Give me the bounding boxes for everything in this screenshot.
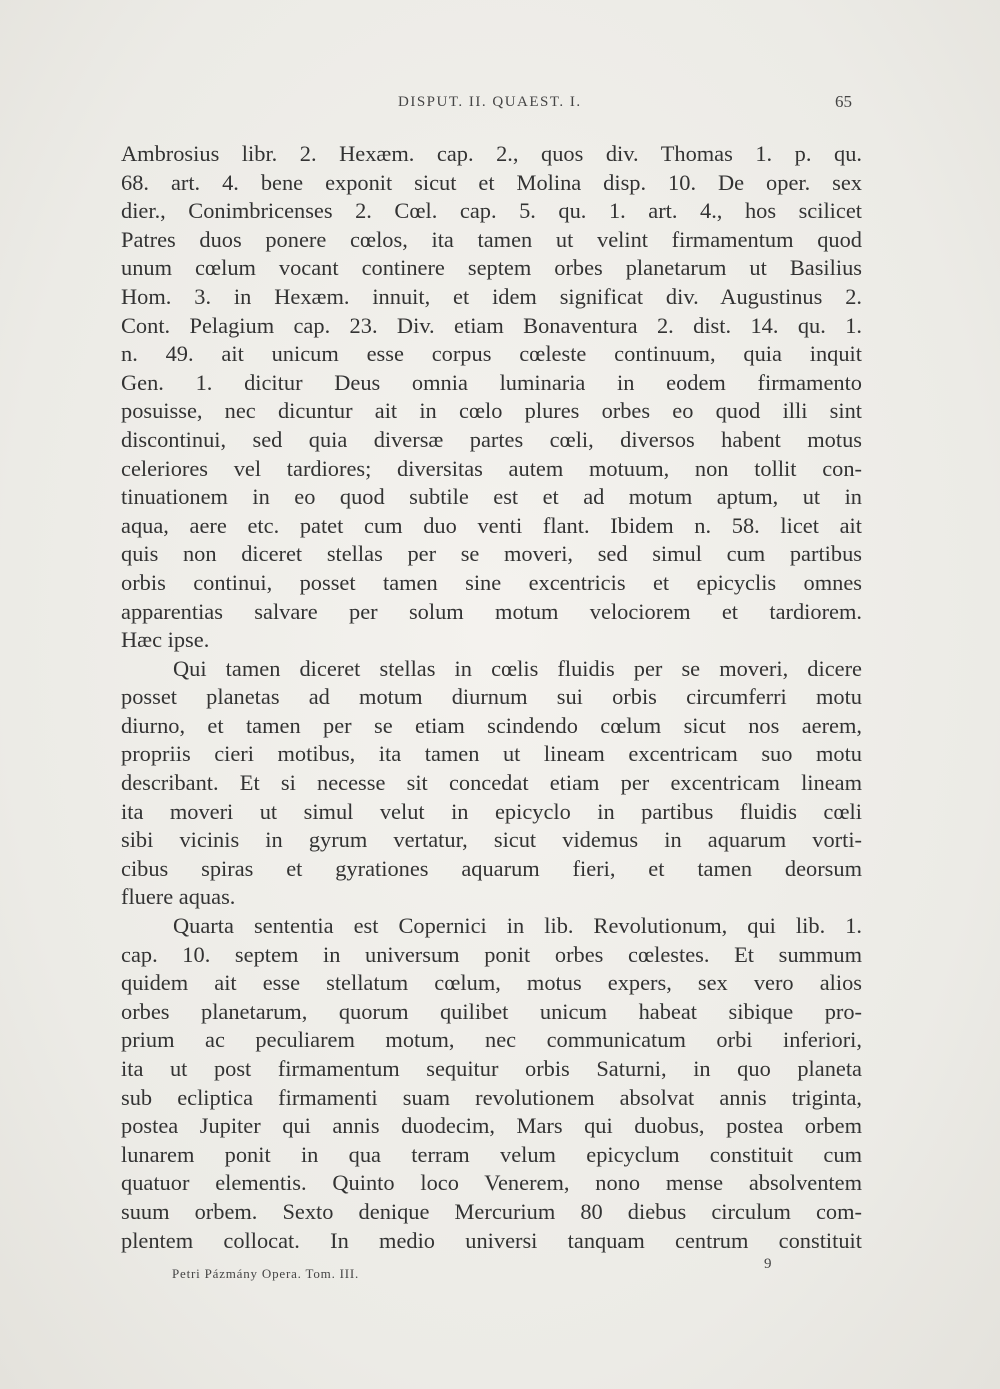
- text-line: propriis cieri motibus, ita tamen ut lineam excentricam suo motu: [121, 741, 862, 767]
- text-line: orbis continui, posset tamen sine excentricis et epicyclis omnes: [121, 569, 862, 595]
- page-header: [0, 92, 1000, 116]
- text-line: Ambrosius libr. 2. Hexæm. cap. 2., quos div. Thomas 1. p. qu.: [121, 141, 862, 166]
- text-line: postea Jupiter qui annis duodecim, Mars qui duobus, postea orbem: [121, 1113, 862, 1139]
- text-line: apparentias salvare per solum motum velociorem et tardiorem.: [121, 598, 862, 624]
- text-line: unum cœlum vocant continere septem orbes planetarum ut Basilius: [121, 255, 862, 281]
- text-line: n. 49. ait unicum esse corpus cœleste continuum, quia inquit: [121, 341, 862, 367]
- text-line: 68. art. 4. bene exponit sicut et Molina disp. 10. De oper. sex: [121, 169, 862, 195]
- page-footer: [0, 1256, 1000, 1286]
- text-line: Patres duos ponere cœlos, ita tamen ut velint firmamentum quod: [121, 226, 862, 252]
- text-line: sub ecliptica firmamenti suam revolutionem absolvat annis triginta,: [121, 1084, 862, 1110]
- text-line: quis non diceret stellas per se moveri, sed simul cum partibus: [121, 541, 862, 567]
- paragraph-2: [121, 655, 862, 912]
- text-line: celeriores vel tardiores; diversitas autem motuum, non tollit con-: [121, 455, 862, 481]
- text-line: ita moveri ut simul velut in epicyclo in partibus fluidis cœli: [121, 798, 862, 824]
- text-line: posuisse, nec dicuntur ait in cœlo plures orbes eo quod illi sint: [121, 398, 862, 424]
- text-line: Hom. 3. in Hexæm. innuit, et idem significat div. Augustinus 2.: [121, 283, 862, 309]
- body-text: [121, 140, 862, 1255]
- text-line: Gen. 1. dicitur Deus omnia luminaria in eodem firmamento: [121, 369, 862, 395]
- text-line: sibi vicinis in gyrum vertatur, sicut videmus in aquarum vorti-: [121, 827, 862, 853]
- printer-signature: Petri Pázmány Opera. Tom. III.: [172, 1266, 360, 1281]
- text-line: cap. 10. septem in universum ponit orbes cœlestes. Et summum: [121, 941, 862, 967]
- text-line: quidem ait esse stellatum cœlum, motus expers, sex vero alios: [121, 970, 862, 996]
- text-line: fluere aquas.: [121, 884, 236, 910]
- text-line: dier., Conimbricenses 2. Cœl. cap. 5. qu. 1. art. 4., hos scilicet: [121, 198, 862, 224]
- text-line: Hæc ipse.: [121, 627, 210, 653]
- text-line: orbes planetarum, quorum quilibet unicum habeat sibique pro-: [121, 998, 862, 1024]
- text-line: Qui tamen diceret stellas in cœlis fluidis per se moveri, dicere: [173, 655, 862, 681]
- text-line: tinuationem in eo quod subtile est et ad motum aptum, ut in: [121, 484, 862, 510]
- text-line: plentem collocat. In medio universi tanquam centrum constituit: [121, 1227, 862, 1253]
- text-line: quatuor elementis. Quinto loco Venerem, nono mense absolventem: [121, 1170, 862, 1196]
- text-line: prium ac peculiarem motum, nec communicatum orbi inferiori,: [121, 1027, 862, 1053]
- text-line: aqua, aere etc. patet cum duo venti flant. Ibidem n. 58. licet ait: [121, 512, 862, 538]
- page-number: 65: [835, 92, 852, 111]
- paragraph-3: [121, 912, 862, 1255]
- text-line: ita ut post firmamentum sequitur orbis Saturni, in quo planeta: [121, 1056, 862, 1081]
- text-line: Cont. Pelagium cap. 23. Div. etiam Bonaventura 2. dist. 14. qu. 1.: [121, 312, 862, 338]
- signature-number: 9: [764, 1256, 772, 1272]
- running-head: DISPUT. II. QUAEST. I.: [398, 94, 582, 110]
- text-line: lunarem ponit in qua terram velum epicyclum constituit cum: [121, 1141, 862, 1167]
- text-line: posset planetas ad motum diurnum sui orbis circumferri motu: [121, 684, 862, 710]
- text-line: suum orbem. Sexto denique Mercurium 80 diebus circulum com-: [121, 1198, 862, 1224]
- text-line: discontinui, sed quia diversæ partes cœli, diversos habent motus: [121, 426, 862, 452]
- paragraph-1: [121, 140, 862, 655]
- text-line: describant. Et si necesse sit concedat etiam per excentricam lineam: [121, 770, 862, 796]
- text-line: diurno, et tamen per se etiam scindendo cœlum sicut nos aerem,: [121, 712, 862, 738]
- text-line: Quarta sententia est Copernici in lib. Revolutionum, qui lib. 1.: [173, 913, 862, 939]
- text-line: cibus spiras et gyrationes aquarum fieri, et tamen deorsum: [121, 855, 862, 881]
